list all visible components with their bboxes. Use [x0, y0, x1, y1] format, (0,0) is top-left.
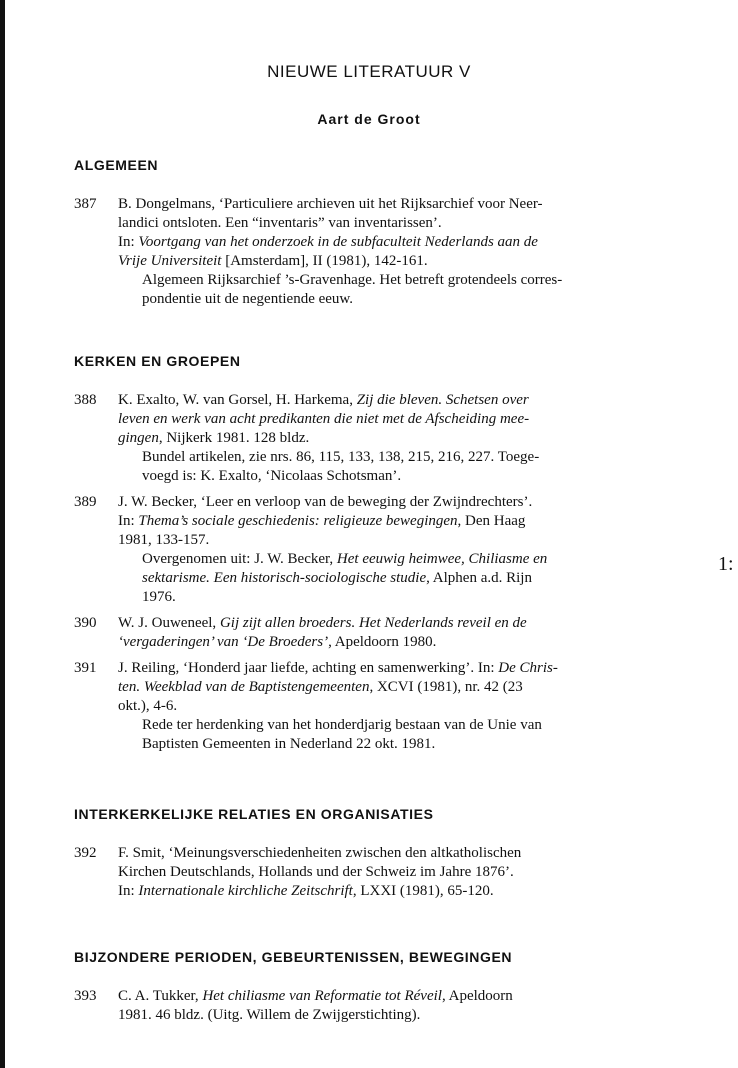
- entry-line: In: Thema’s sociale geschiedenis: religieuze bewegingen, Den Haag: [118, 513, 526, 529]
- entry-line: 1981. 46 bldz. (Uitg. Willem de Zwijgerstichting).: [118, 1007, 421, 1023]
- page-title: NIEUWE LITERATUUR V: [267, 62, 471, 81]
- entry-line: landici ontsloten. Een “inventaris” van inventarissen’.: [118, 215, 442, 231]
- entry-line: J. Reiling, ‘Honderd jaar liefde, achting en samenwerking’. In: De Chris-: [118, 660, 558, 676]
- entry-line: Vrije Universiteit [Amsterdam], II (1981), 142-161.: [118, 253, 428, 269]
- author-name: Aart de Groot: [317, 111, 421, 127]
- section-heading: KERKEN EN GROEPEN: [74, 353, 241, 369]
- page-number-fragment: 1:: [718, 553, 734, 575]
- entry-line: F. Smit, ‘Meinungsverschiedenheiten zwischen den altkatholischen: [118, 845, 522, 861]
- entry-line: ten. Weekblad van de Baptistengemeenten, XCVI (1981), nr. 42 (23: [118, 679, 523, 695]
- entry-note: 1976.: [142, 589, 176, 605]
- entry-number: 387: [74, 196, 97, 212]
- entry-note: voegd is: K. Exalto, ‘Nicolaas Schotsman’.: [142, 468, 402, 484]
- entry-line: J. W. Becker, ‘Leer en verloop van de beweging der Zwijndrechters’.: [118, 494, 533, 510]
- entry-note: pondentie uit de negentiende eeuw.: [142, 291, 354, 307]
- entry-note: sektarisme. Een historisch-sociologische studie, Alphen a.d. Rijn: [142, 570, 532, 586]
- entry-number: 391: [74, 660, 97, 676]
- bibliography-entry: [74, 391, 694, 486]
- entry-number: 390: [74, 615, 97, 631]
- entry-line: In: Voortgang van het onderzoek in de subfaculteit Nederlands aan de: [118, 234, 538, 250]
- section-algemeen: [74, 157, 694, 316]
- entry-note: Overgenomen uit: J. W. Becker, Het eeuwig heimwee, Chiliasme en: [142, 551, 548, 567]
- bibliography-entry: [74, 614, 694, 652]
- bibliography-entry: [74, 987, 694, 1025]
- entry-line: W. J. Ouweneel, Gij zijt allen broeders. Het Nederlands reveil en de: [118, 615, 527, 631]
- entry-line-italic: Voortgang van het onderzoek in de subfaculteit Nederlands aan de: [138, 234, 538, 250]
- entry-line: C. A. Tukker, Het chiliasme van Reformatie tot Réveil, Apeldoorn: [118, 988, 513, 1004]
- section-heading: ALGEMEEN: [74, 157, 159, 173]
- section-bijzondere-perioden: [74, 949, 694, 1032]
- entry-line: leven en werk van acht predikanten die niet met de Afscheiding mee-: [118, 411, 530, 427]
- bibliography-entry: [74, 659, 694, 754]
- entry-note: Baptisten Gemeenten in Nederland 22 okt. 1981.: [142, 736, 436, 752]
- bibliography-entry: [74, 844, 694, 901]
- page-left-border: [0, 0, 5, 1068]
- entry-note: Rede ter herdenking van het honderdjarig bestaan van de Unie van: [142, 717, 542, 733]
- entry-number: 392: [74, 845, 97, 861]
- entry-line: gingen, Nijkerk 1981. 128 bldz.: [118, 430, 310, 446]
- entry-number: 393: [74, 988, 97, 1004]
- entry-number: 388: [74, 392, 97, 408]
- entry-line: B. Dongelmans, ‘Particuliere archieven uit het Rijksarchief voor Neer-: [118, 196, 543, 212]
- entry-note: Bundel artikelen, zie nrs. 86, 115, 133, 138, 215, 216, 227. Toege-: [142, 449, 540, 465]
- section-heading: INTERKERKELIJKE RELATIES EN ORGANISATIES: [74, 806, 434, 822]
- entry-line: Kirchen Deutschlands, Hollands und der Schweiz im Jahre 1876’.: [118, 864, 514, 880]
- entry-number: 389: [74, 494, 97, 510]
- section-kerken-en-groepen: [74, 353, 694, 761]
- section-interkerkelijke-relaties: [74, 806, 694, 908]
- entry-line: 1981, 133-157.: [118, 532, 210, 548]
- entry-note: Algemeen Rijksarchief ’s-Gravenhage. Het betreft grotendeels corres-: [142, 272, 563, 288]
- entry-line: okt.), 4-6.: [118, 698, 178, 714]
- entry-line: K. Exalto, W. van Gorsel, H. Harkema, Zij die bleven. Schetsen over: [118, 392, 529, 408]
- entry-line: ‘vergaderingen’ van ‘De Broeders’, Apeldoorn 1980.: [118, 634, 437, 650]
- section-heading: BIJZONDERE PERIODEN, GEBEURTENISSEN, BEWEGINGEN: [74, 949, 513, 965]
- entry-line: In: Internationale kirchliche Zeitschrift, LXXI (1981), 65-120.: [118, 883, 494, 899]
- bibliography-entry: [74, 195, 694, 309]
- bibliography-entry: [74, 493, 694, 607]
